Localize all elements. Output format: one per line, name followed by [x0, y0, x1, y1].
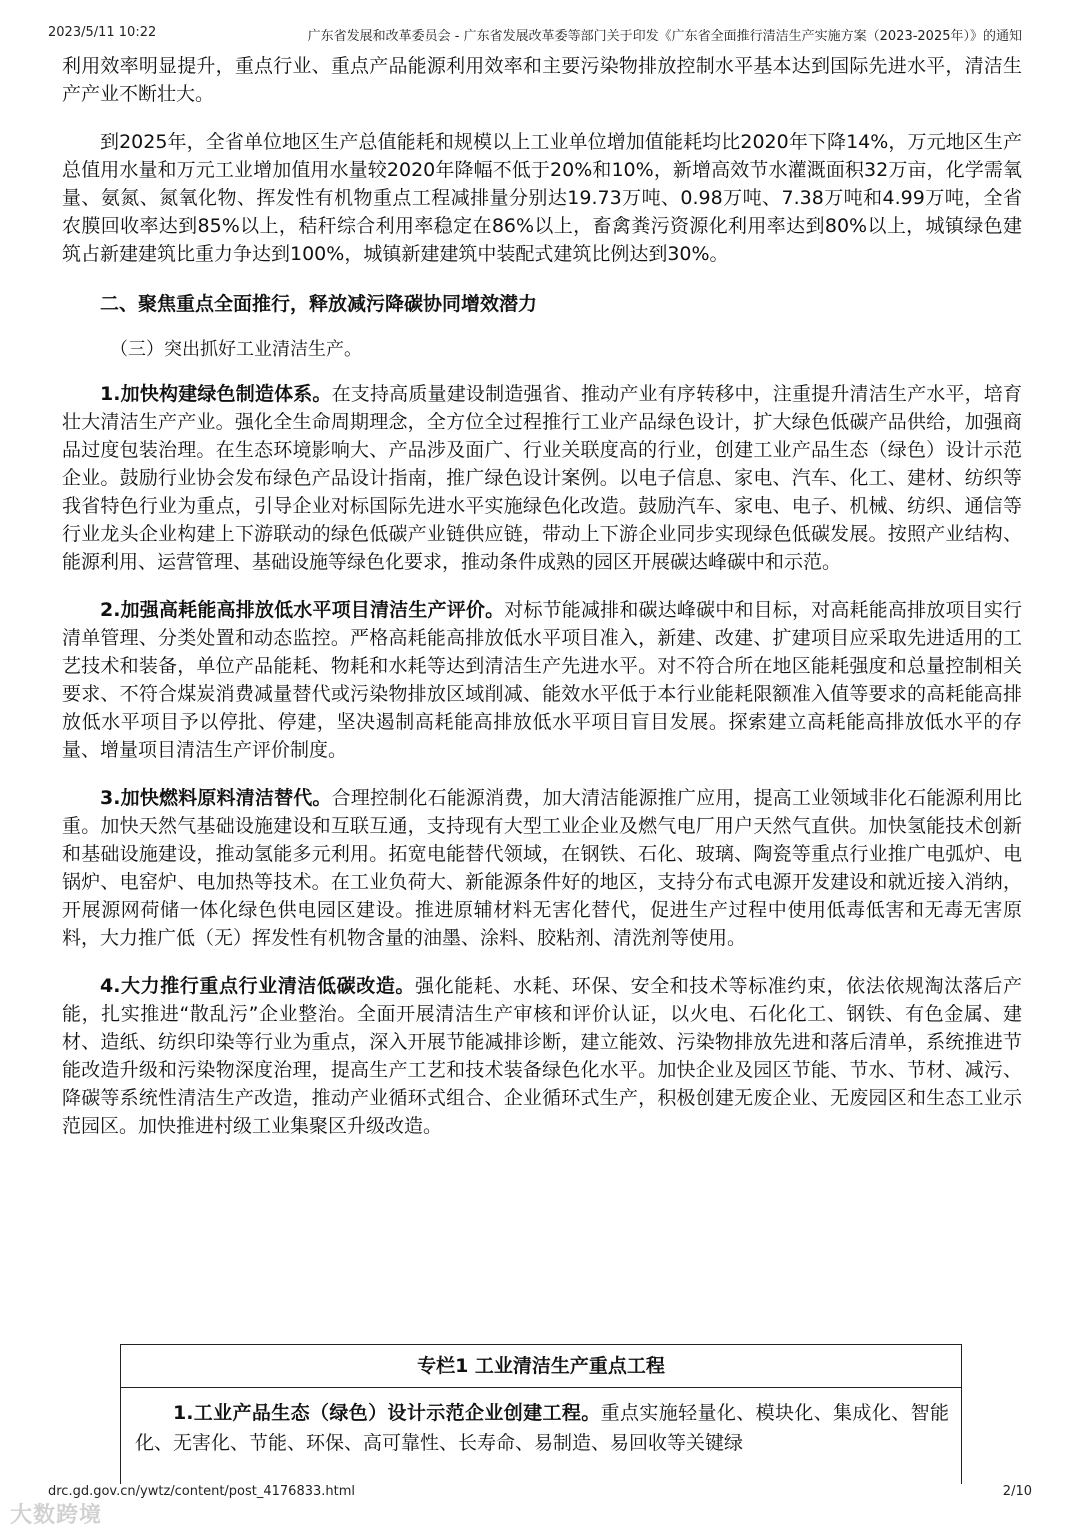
footer-page-number: 2/10 [1002, 1484, 1032, 1499]
paragraph-intro-tail: 利用效率明显提升，重点行业、重点产品能源利用效率和主要污染物排放控制水平基本达到国际先进水平，清洁生产产业不断壮大。 [62, 55, 1022, 105]
item-paragraph [62, 596, 1022, 764]
header-datetime: 2023/5/11 10:22 [48, 25, 157, 40]
item-paragraph [62, 972, 1022, 1140]
document-body [62, 52, 1022, 1140]
footer-url[interactable]: drc.gd.gov.cn/ywtz/content/post_4176833.html [48, 1484, 356, 1499]
item-title: 4.大力推行重点行业清洁低碳改造。 [100, 975, 416, 997]
section-heading: 二、聚焦重点全面推行，释放减污降碳协同增效潜力 [100, 293, 538, 315]
column-box-body [121, 1388, 961, 1458]
subsection-heading: （三）突出抓好工业清洁生产。 [110, 339, 362, 360]
header-page-title: 广东省发展和改革委员会 - 广东省发展改革委等部门关于印发《广东省全面推行清洁生产实施方案（2023-2025年）》的通知 [307, 29, 1022, 44]
item-paragraph [62, 380, 1022, 576]
watermark-logo: 大数跨境 [10, 1503, 103, 1528]
column-item-title: 1.工业产品生态（绿色）设计示范企业创建工程。 [173, 1402, 601, 1424]
item-text: 合理控制化石能源消费，加大清洁能源推广应用，提高工业领域非化石能源利用比重。加快天然气基础设施建设和互联互通，支持现有大型工业企业及燃气电厂用户天然气直供。加快氢能技术创新和基础设施建设，推动氢能多元利用。拓宽电能替代领域，在钢铁、石化、玻璃、陶瓷等重点行业推广电弧炉、电锅炉、电窑炉、电加热等技术。在工业负荷大、新能源条件好的地区，支持分布式电源开发建设和就近接入消纳，开展源网荷储一体化绿色供电园区建设。推进原辅材料无害化替代，促进生产过程中使用低毒低害和无毒无害原料，大力推广低（无）挥发性有机物含量的油墨、涂料、胶粘剂、清洗剂等使用。 [62, 787, 1022, 949]
item-paragraph [62, 784, 1022, 952]
item-title: 1.加快构建绿色制造体系。 [100, 383, 332, 405]
column-item-text: 重点实施轻量化、模块化、集成化、智能化、无害化、节能、环保、高可靠性、长寿命、易制造、易回收等关键绿 [135, 1402, 949, 1454]
paragraph-targets: 到2025年，全省单位地区生产总值能耗和规模以上工业单位增加值能耗均比2020年下降14%，万元地区生产总值用水量和万元工业增加值用水量较2020年降幅不低于20%和10%，新增高效节水灌溉面积32万亩，化学需氧量、氨氮、氮氧化物、挥发性有机物重点工程减排量分别达19.73万吨、0.98万吨、7.38万吨和4.99万吨，全省农膜回收率达到85%以上，秸秆综合利用率稳定在86%以上，畜禽粪污资源化利用率达到80%以上，城镇绿色建筑占新建建筑比重力争达到100%，城镇新建建筑中装配式建筑比例达到30%。 [62, 131, 1022, 265]
item-text: 在支持高质量建设制造强省、推动产业有序转移中，注重提升清洁生产水平，培育壮大清洁生产产业。强化全生命周期理念，全方位全过程推行工业产品绿色设计，扩大绿色低碳产品供给，加强商品过度包装治理。在生态环境影响大、产品涉及面广、行业关联度高的行业，创建工业产品生态（绿色）设计示范企业。鼓励行业协会发布绿色产品设计指南，推广绿色设计案例。以电子信息、家电、汽车、化工、建材、纺织等我省特色行业为重点，引导企业对标国际先进水平实施绿色化改造。鼓励汽车、家电、电子、机械、纺织、通信等行业龙头企业构建上下游联动的绿色低碳产业链供应链，带动上下游企业同步实现绿色低碳发展。按照产业结构、能源利用、运营管理、基础设施等绿色化要求，推动条件成熟的园区开展碳达峰碳中和示范。 [62, 383, 1022, 573]
column-box-title: 专栏1 工业清洁生产重点工程 [121, 1345, 961, 1388]
item-title: 2.加强高耗能高排放低水平项目清洁生产评价。 [100, 599, 505, 621]
item-title: 3.加快燃料原料清洁替代。 [100, 787, 332, 809]
item-text: 对标节能减排和碳达峰碳中和目标，对高耗能高排放项目实行清单管理、分类处置和动态监控。严格高耗能高排放低水平项目准入，新建、改建、扩建项目应采取先进适用的工艺技术和装备，单位产品能耗、物耗和水耗等达到清洁生产先进水平。对不符合所在地区能耗强度和总量控制相关要求、不符合煤炭消费减量替代或污染物排放区域削减、能效水平低于本行业能耗限额准入值等要求的高耗能高排放低水平项目予以停批、停建，坚决遏制高耗能高排放低水平项目盲目发展。探索建立高耗能高排放低水平的存量、增量项目清洁生产评价制度。 [62, 599, 1022, 761]
item-text: 强化能耗、水耗、环保、安全和技术等标准约束，依法依规淘汰落后产能，扎实推进“散乱污”企业整治。全面开展清洁生产审核和评价认证，以火电、石化化工、钢铁、有色金属、建材、造纸、纺织印染等行业为重点，深入开展节能减排诊断，建立能效、污染物排放先进和落后清单，系统推进节能改造升级和污染物深度治理，提高生产工艺和技术装备绿色化水平。加快企业及园区节能、节水、节材、减污、降碳等系统性清洁生产改造，推动产业循环式组合、企业循环式生产，积极创建无废企业、无废园区和生态工业示范园区。加快推进村级工业集聚区升级改造。 [62, 975, 1022, 1137]
column-box [120, 1344, 962, 1484]
